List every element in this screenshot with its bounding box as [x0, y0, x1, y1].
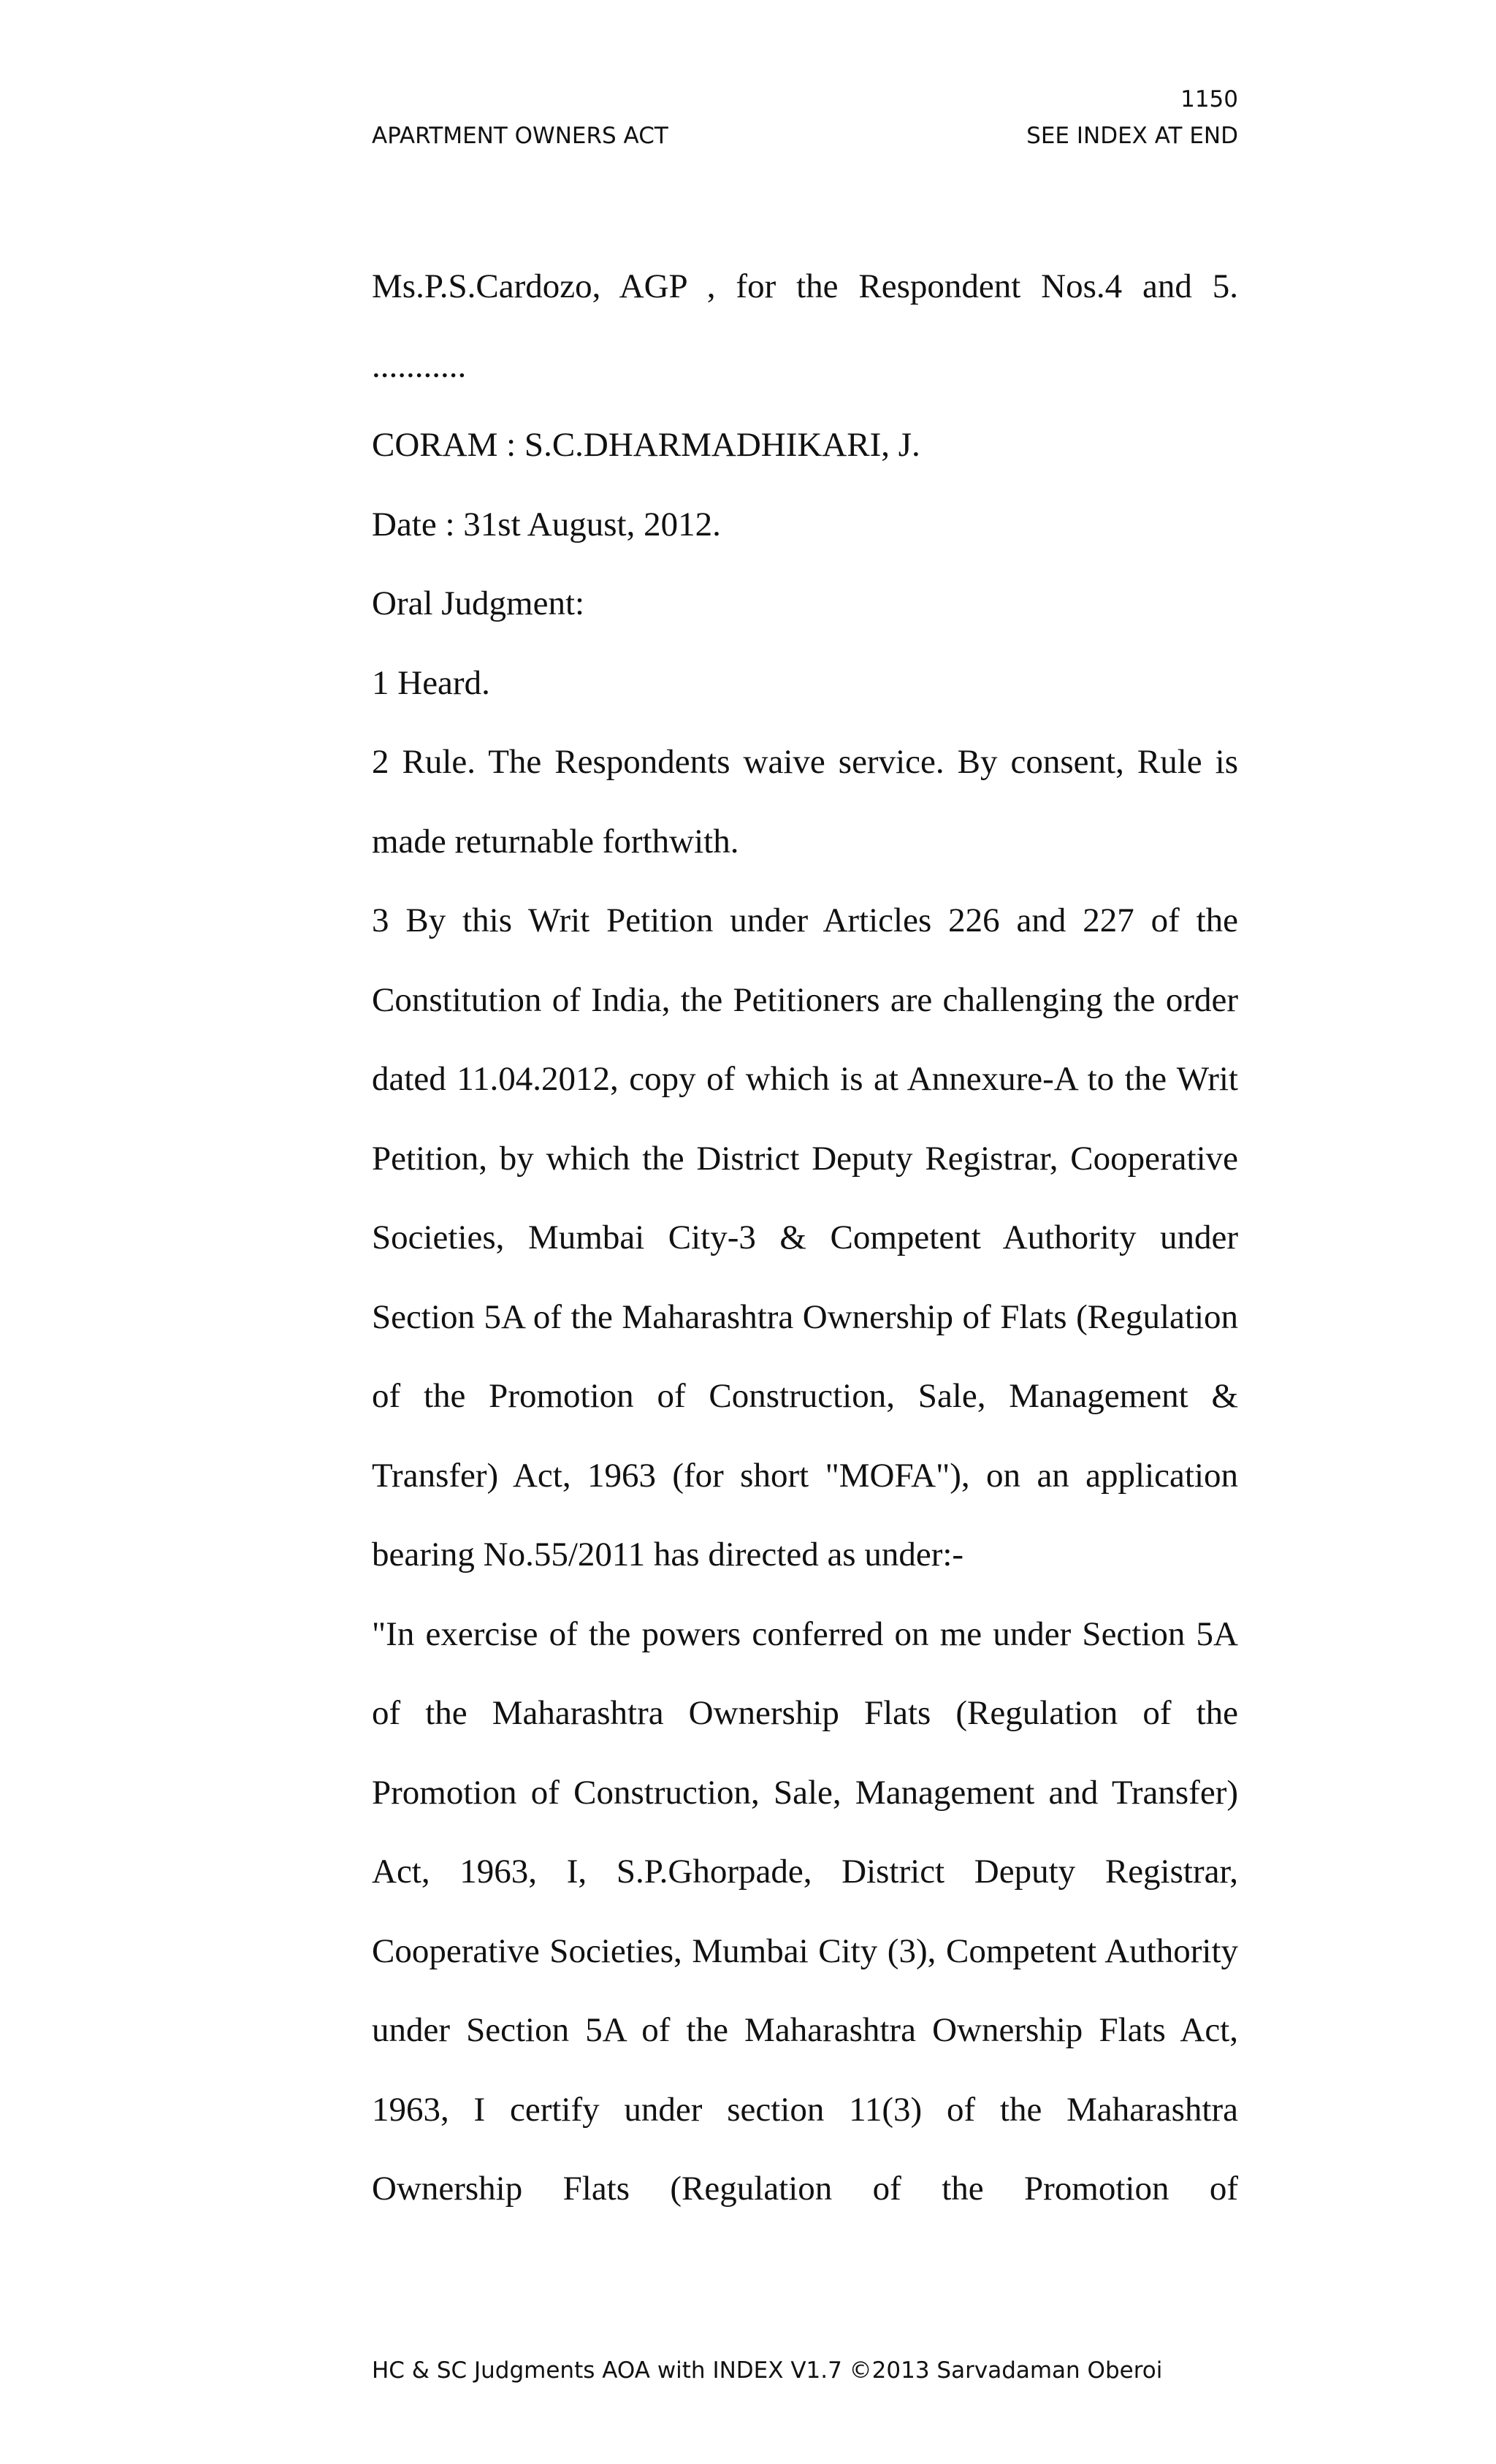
text-line: Oral Judgment:	[372, 584, 585, 622]
text-line: Constitution of India, the Petitioners are challenging the order	[372, 980, 1238, 1019]
text-line: Transfer) Act, 1963 (for short "MOFA"), on an application	[372, 1456, 1238, 1495]
text-line: made returnable forthwith.	[372, 822, 739, 861]
text-line: Societies, Mumbai City-3 & Competent Authority under	[372, 1218, 1238, 1256]
text-line: Promotion of Construction, Sale, Management and Transfer)	[372, 1773, 1238, 1812]
text-line: bearing No.55/2011 has directed as under:-	[372, 1536, 964, 1574]
text-line: 1 Heard.	[372, 663, 490, 702]
text-line: Ms.P.S.Cardozo, AGP , for the Respondent Nos.4 and 5.	[372, 267, 1238, 305]
page-footer: HC & SC Judgments AOA with INDEX V1.7 ©2013 Sarvadaman Oberoi	[372, 2357, 1163, 2384]
header-row	[372, 123, 1238, 149]
text-line: under Section 5A of the Maharashtra Ownership Flats Act,	[372, 2011, 1238, 2049]
text-line: Act, 1963, I, S.P.Ghorpade, District Deputy Registrar,	[372, 1853, 1238, 1891]
text-line: 1963, I certify under section 11(3) of the Maharashtra	[372, 2090, 1238, 2129]
text-line: dated 11.04.2012, copy of which is at Annexure-A to the Writ	[372, 1060, 1238, 1098]
text-line: "In exercise of the powers conferred on me under Section 5A	[372, 1614, 1238, 1653]
text-line: 2 Rule. The Respondents waive service. By consent, Rule is	[372, 743, 1238, 781]
text-line: Ownership Flats (Regulation of the Promotion of	[372, 2170, 1238, 2208]
header-title: APARTMENT OWNERS ACT	[372, 123, 668, 149]
text-line: Petition, by which the District Deputy Registrar, Cooperative	[372, 1139, 1238, 1178]
text-line: of the Maharashtra Ownership Flats (Regulation of the	[372, 1694, 1238, 1732]
text-line: CORAM : S.C.DHARMADHIKARI, J.	[372, 426, 920, 464]
text-line: ...........	[372, 346, 467, 385]
header-index-note: SEE INDEX AT END	[1026, 123, 1238, 149]
text-line: Section 5A of the Maharashtra Ownership of Flats (Regulation	[372, 1297, 1238, 1336]
text-line: of the Promotion of Construction, Sale, Management &	[372, 1377, 1238, 1415]
judgment-body	[372, 257, 1238, 2239]
text-line: Date : 31st August, 2012.	[372, 505, 721, 543]
text-line: 3 By this Writ Petition under Articles 226 and 227 of the	[372, 901, 1238, 939]
text-line: Cooperative Societies, Mumbai City (3), Competent Authority	[372, 1931, 1238, 1970]
page-number: 1150	[1180, 86, 1238, 112]
